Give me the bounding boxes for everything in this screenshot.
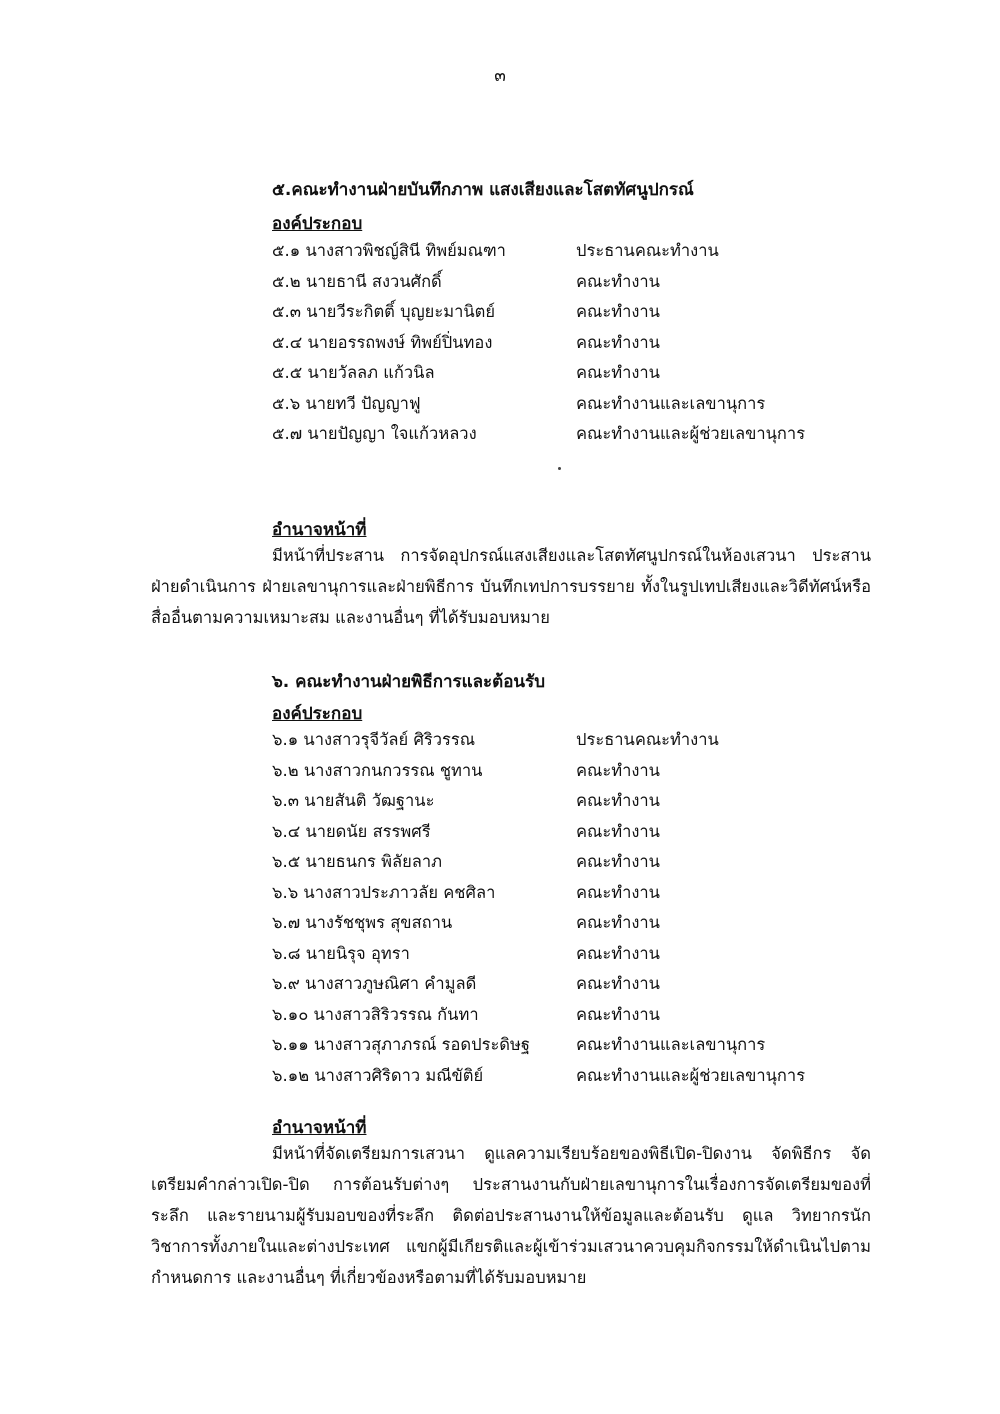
member-row xyxy=(272,391,872,422)
section-6-duty-text: มีหน้าที่จัดเตรียมการเสวนา ดูแลความเรียบร้อยของพิธีเปิด-ปิดงาน จัดพิธีกร จัดเตรียมคำกล่าวเปิด-ปิด การต้อนรับต่างๆ ประสานงานกับฝ่ายเลขานุการในเรื่องการจัดเตรียมของที่ระลึก และรายนามผู้รับมอบของที่ระลึก ติดต่อประสานงานให้ข้อมูลและต้อนรับ ดูแล วิทยากรนักวิชาการทั้งภายในและต่างประเทศ แขกผู้มีเกียรติและผู้เข้าร่วมเสวนาควบคุมกิจกรรมให้ดำเนินไปตามกำหนดการ และงานอื่นๆ ที่เกี่ยวข้องหรือตามที่ได้รับมอบหมาย xyxy=(151,1144,871,1287)
member-role: คณะทำงาน xyxy=(576,1004,660,1024)
section-6-composition-label: องค์ประกอบ xyxy=(272,704,363,724)
member-row xyxy=(272,330,872,361)
member-role: คณะทำงาน xyxy=(576,271,660,291)
member-name: ๖.๕ นายธนกร พิลัยลาภ xyxy=(272,852,443,871)
section-5-composition-label: องค์ประกอบ xyxy=(272,214,363,234)
member-role: คณะทำงาน xyxy=(576,302,660,321)
member-role: คณะทำงาน xyxy=(576,882,660,902)
member-row xyxy=(272,1002,872,1033)
member-row xyxy=(272,299,872,330)
member-name: ๖.๑๐ นางสาวสิริวรรณ กันทา xyxy=(272,1004,479,1024)
section-6-title: ๖. คณะทำงานฝ่ายพิธีการและต้อนรับ xyxy=(272,672,545,692)
member-name: ๖.๘ นายนิรุจ อุทรา xyxy=(272,943,410,963)
member-name: ๖.๑๒ นางสาวศิริดาว มณีขัติย์ xyxy=(272,1065,484,1085)
member-name: ๖.๗ นางรัชชุพร สุขสถาน xyxy=(272,913,453,932)
member-role: คณะทำงานและเลขานุการ xyxy=(576,1035,766,1054)
section-5-duty-label: อำนาจหน้าที่ xyxy=(272,520,367,540)
member-row xyxy=(272,360,872,391)
member-row xyxy=(272,1032,872,1063)
member-row xyxy=(272,788,872,819)
member-name: ๕.๕ นายวัลลภ แก้วนิล xyxy=(272,363,435,382)
section-6-duty-label: อำนาจหน้าที่ xyxy=(272,1118,367,1138)
member-row xyxy=(272,758,872,789)
member-role: คณะทำงาน xyxy=(576,363,660,382)
member-role: คณะทำงาน xyxy=(576,760,660,780)
member-row xyxy=(272,880,872,911)
member-name: ๕.๗ นายปัญญา ใจแก้วหลวง xyxy=(272,424,477,443)
member-role: คณะทำงาน xyxy=(576,913,660,932)
member-row xyxy=(272,727,872,758)
member-role: คณะทำงานและผู้ช่วยเลขานุการ xyxy=(576,424,806,443)
member-row xyxy=(272,819,872,850)
scan-speck xyxy=(558,467,561,470)
section-5-duty-text: มีหน้าที่ประสาน การจัดอุปกรณ์แสงเสียงและโสตทัศนูปกรณ์ในห้องเสวนา ประสานฝ่ายดำเนินการ ฝ่ายเลขานุการและฝ่ายพิธีการ บันทึกเทปการบรรยาย ทั้งในรูปเทปเสียงและวิดีทัศน์หรือสื่ออื่นตามความเหมาะสม และงานอื่นๆ ที่ได้รับมอบหมาย xyxy=(151,546,871,627)
member-row xyxy=(272,910,872,941)
member-role: คณะทำงาน xyxy=(576,791,660,810)
member-role: คณะทำงานและผู้ช่วยเลขานุการ xyxy=(576,1065,806,1085)
member-name: ๖.๓ นายสันติ วัฒฐานะ xyxy=(272,791,435,810)
member-role: คณะทำงาน xyxy=(576,943,660,963)
member-name: ๕.๓ นายวีระกิตติ์ บุญยะมานิตย์ xyxy=(272,302,495,321)
section-6-member-list xyxy=(272,727,872,1093)
member-name: ๕.๖ นายทวี ปัญญาฟู xyxy=(272,393,421,413)
member-role: ประธานคณะทำงาน xyxy=(576,730,719,749)
member-row xyxy=(272,941,872,972)
member-row xyxy=(272,971,872,1002)
member-name: ๖.๙ นางสาวภูษณิศา คำมูลดี xyxy=(272,974,477,993)
member-name: ๖.๒ นางสาวกนกวรรณ ชูทาน xyxy=(272,760,483,780)
member-name: ๕.๑ นางสาวพิชญ์สินี ทิพย์มณฑา xyxy=(272,241,506,260)
member-row xyxy=(272,269,872,300)
section-5-title: ๕.คณะทำงานฝ่ายบันทึกภาพ แสงเสียงและโสตทัศนูปกรณ์ xyxy=(272,180,694,200)
member-row xyxy=(272,1063,872,1094)
member-name: ๕.๔ นายอรรถพงษ์ ทิพย์ปิ่นทอง xyxy=(272,332,493,352)
page-number: ๓ xyxy=(494,66,506,86)
member-row xyxy=(272,849,872,880)
section-5-member-list xyxy=(272,238,872,452)
member-role: คณะทำงาน xyxy=(576,332,660,352)
member-row xyxy=(272,421,872,452)
member-role: คณะทำงานและเลขานุการ xyxy=(576,393,766,413)
member-name: ๖.๑๑ นางสาวสุภาภรณ์ รอดประดิษฐ xyxy=(272,1035,530,1054)
member-row xyxy=(272,238,872,269)
member-role: คณะทำงาน xyxy=(576,974,660,993)
member-name: ๕.๒ นายธานี สงวนศักดิ์ xyxy=(272,271,442,291)
member-role: ประธานคณะทำงาน xyxy=(576,241,719,260)
member-name: ๖.๑ นางสาวรุจีวัลย์ ศิริวรรณ xyxy=(272,730,476,749)
member-name: ๖.๔ นายดนัย สรรพศรี xyxy=(272,821,431,841)
member-name: ๖.๖ นางสาวประภาวลัย คชศิลา xyxy=(272,882,496,902)
member-role: คณะทำงาน xyxy=(576,852,660,871)
member-role: คณะทำงาน xyxy=(576,821,660,841)
